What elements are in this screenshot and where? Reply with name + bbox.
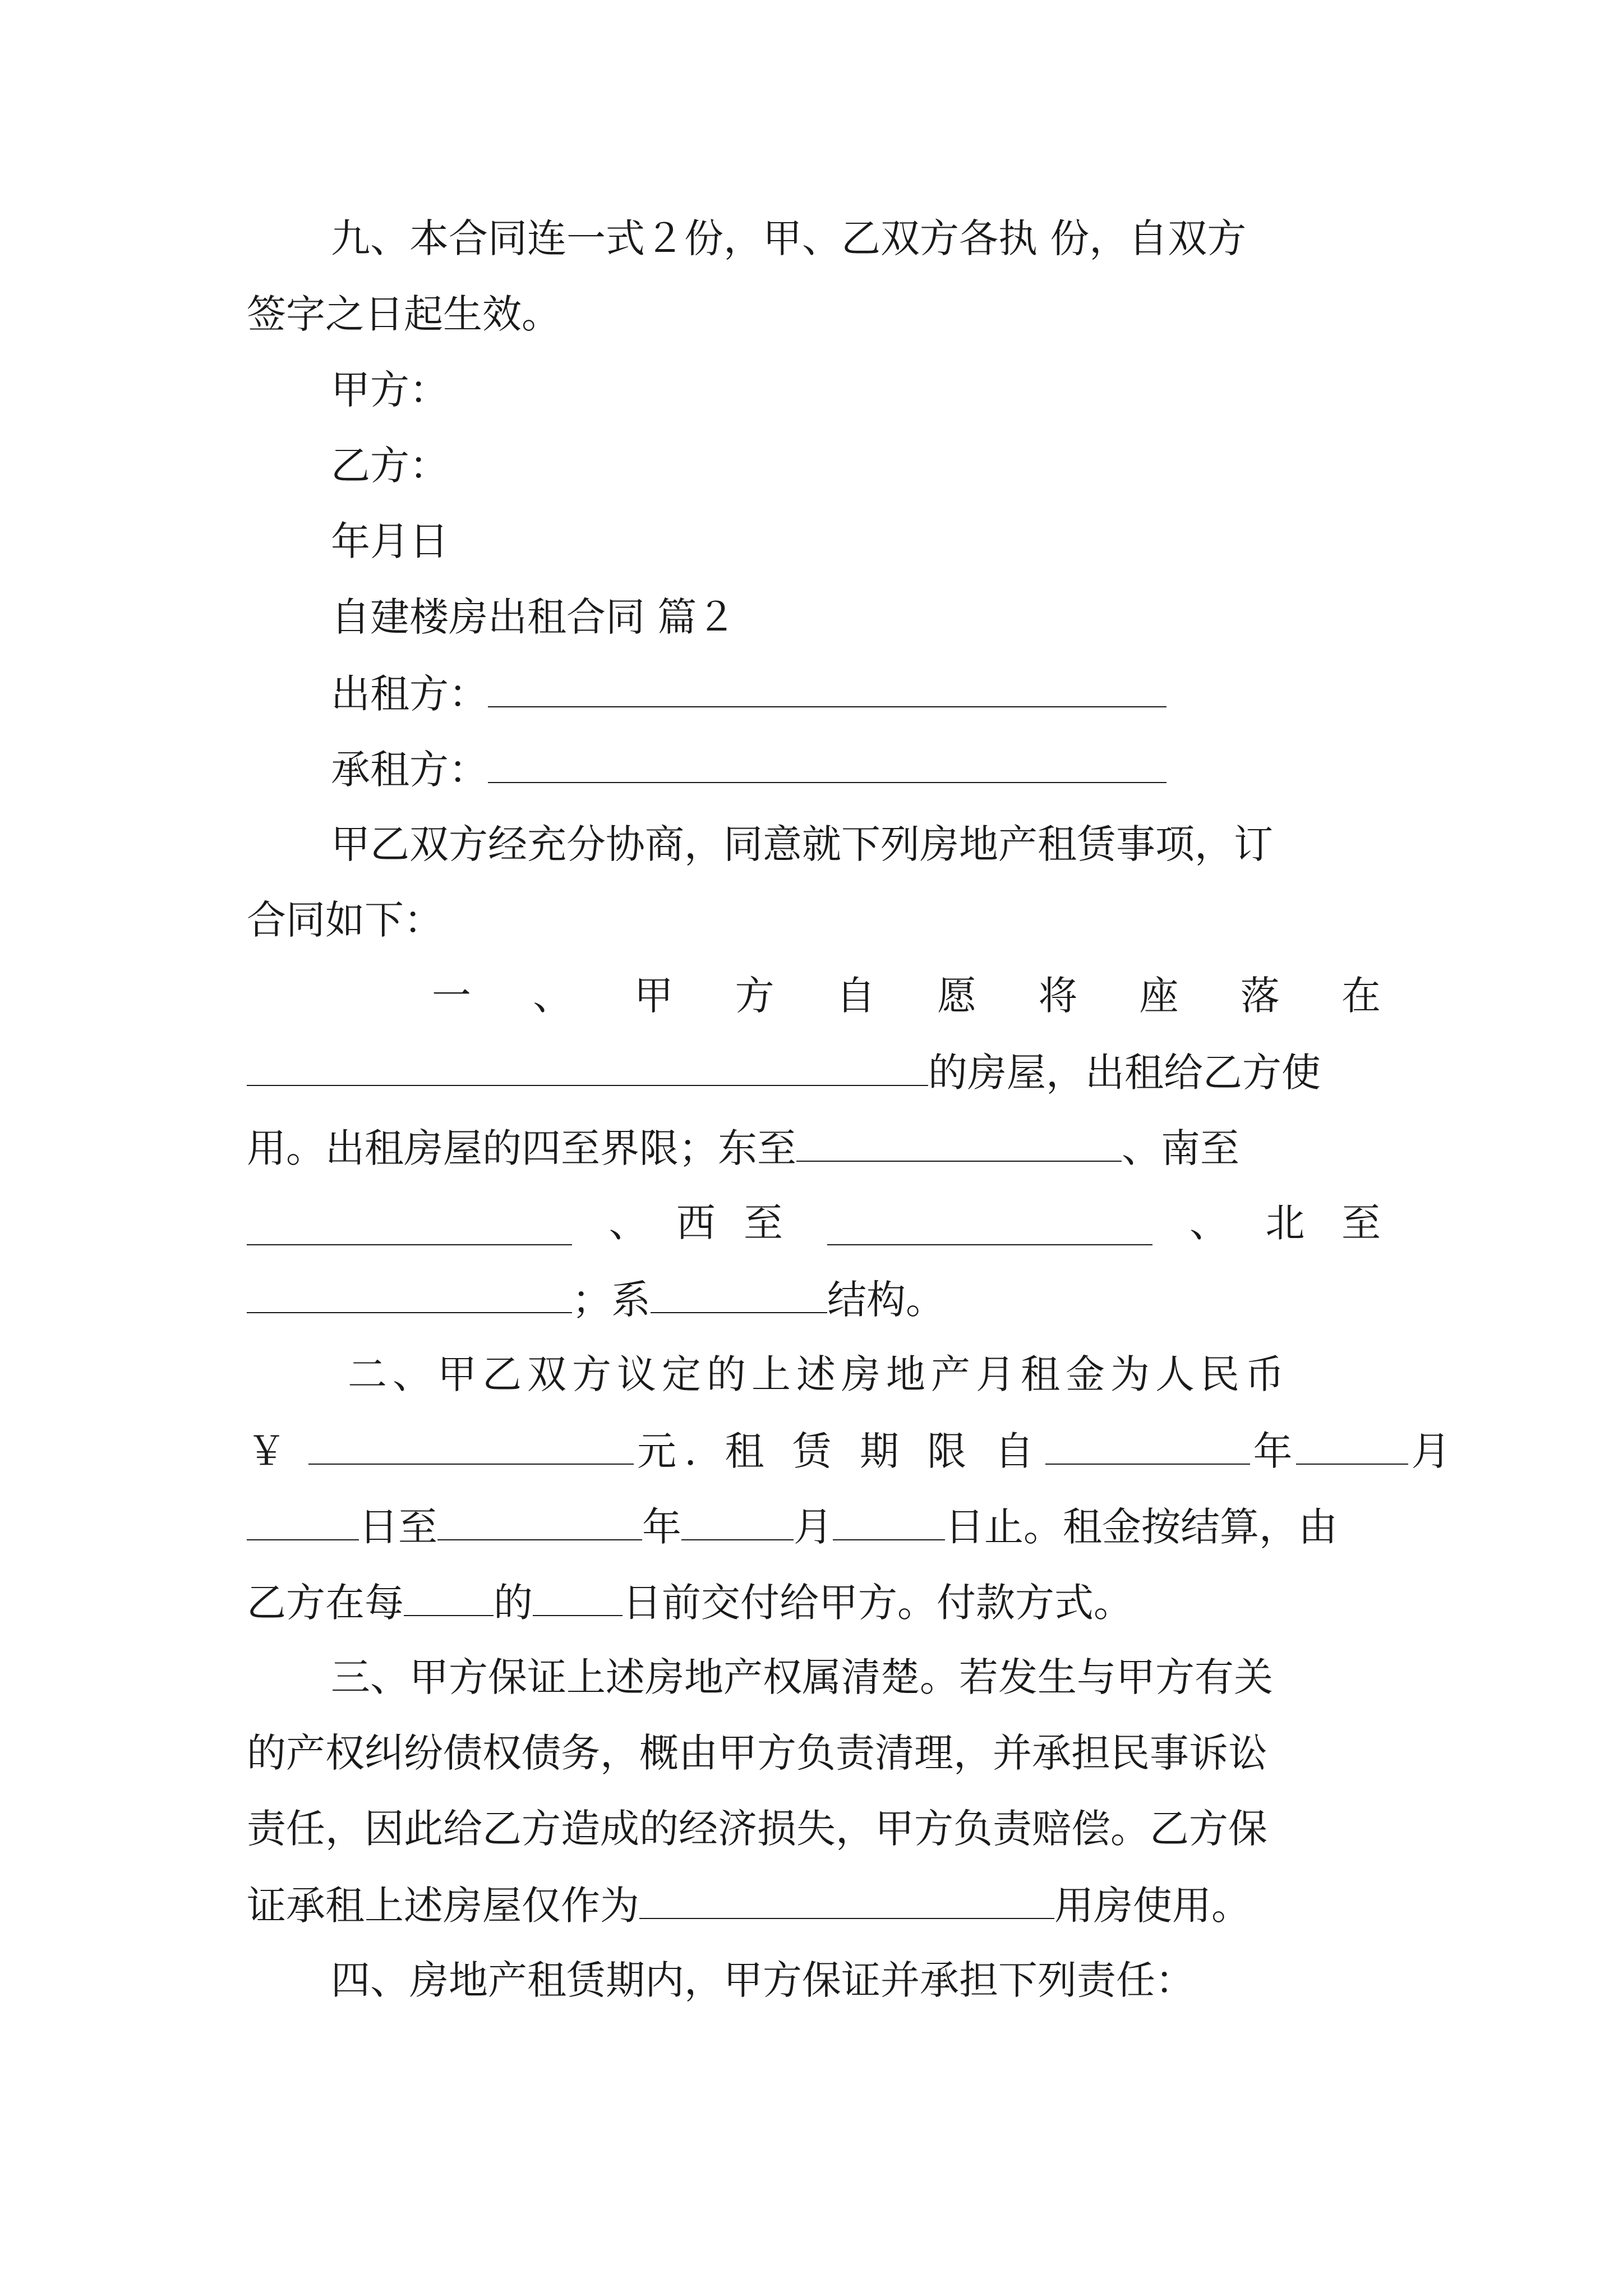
west-blank	[827, 1208, 1152, 1245]
clause3-line4	[247, 1882, 1251, 1928]
clause2-line3	[247, 1503, 1338, 1549]
party-a-label: 甲方：	[331, 367, 449, 413]
start-year-blank	[1045, 1428, 1250, 1465]
section-title: 自建楼房出租合同 篇２	[331, 594, 736, 640]
start-day-blank	[247, 1503, 359, 1540]
day-to-label: 日至	[359, 1504, 437, 1550]
clause9-line2: 签字之日起生效。	[247, 291, 561, 337]
lessee-line	[331, 746, 1166, 792]
clause2-line2	[247, 1428, 1451, 1474]
clause1-l2-tail: 的房屋，出租给乙方使	[928, 1050, 1321, 1096]
structure-blank	[651, 1276, 827, 1313]
clause2-line3-tail: 日止。租金按结算，由	[945, 1504, 1338, 1550]
clause3-line2: 的产权纠纷债权债务，概由甲方负责清理，并承担民事诉讼	[247, 1730, 1267, 1776]
clause1-word: 座	[1139, 973, 1179, 1019]
clause1-l3-head: 用。出租房屋的四至界限；东至	[247, 1125, 796, 1171]
clause2-l4-c: 日前交付给甲方。付款方式。	[623, 1580, 1133, 1626]
clause2-line1: 二、甲乙双方议定的上述房地产月租金为人民币	[348, 1351, 1290, 1397]
lessor-label: 出租方：	[331, 671, 488, 717]
lessee-blank	[488, 746, 1166, 783]
month2-label: 月	[794, 1504, 833, 1550]
clause4-line1: 四、房地产租赁期内，甲方保证并承担下列责任：	[331, 1957, 1195, 2003]
end-month-blank	[681, 1503, 794, 1540]
south-blank	[247, 1208, 572, 1245]
clause1-l5-mid: ；系	[572, 1277, 651, 1323]
clause1-word: 一	[432, 973, 471, 1019]
clause1-line5	[247, 1276, 945, 1322]
clause1-word: 方	[735, 973, 774, 1019]
clause3-line3: 责任，因此给乙方造成的经济损失，甲方负责赔偿。乙方保	[247, 1806, 1267, 1852]
north-sep: 、	[1189, 1200, 1229, 1246]
clause1-l3-tail: 、南至	[1122, 1125, 1239, 1171]
clause3-l4-b: 用房使用。	[1054, 1883, 1251, 1929]
yuan-label: 元. 租 赁 期 限 自	[637, 1428, 1042, 1474]
intro-line1: 甲乙双方经充分协商，同意就下列房地产租赁事项，订	[331, 821, 1273, 867]
east-blank	[796, 1125, 1122, 1162]
clause3-line1: 三、甲方保证上述房地产权属清楚。若发生与甲方有关	[331, 1654, 1273, 1700]
clause2-line4	[247, 1579, 1133, 1625]
clause1-word: 自	[836, 973, 875, 1019]
clause1-l5-tail: 结构。	[827, 1277, 945, 1323]
end-year-blank	[437, 1503, 642, 1540]
month-label: 月	[1411, 1428, 1451, 1474]
year-label: 年	[1253, 1428, 1293, 1474]
clause1-word: 在	[1341, 973, 1381, 1019]
due-day-blank	[533, 1579, 623, 1616]
lessor-line	[331, 670, 1166, 716]
party-b-label: 乙方：	[331, 443, 449, 489]
north-blank	[247, 1276, 572, 1313]
north-char2: 至	[1341, 1200, 1381, 1246]
west-label: 、 西 至	[608, 1200, 791, 1246]
clause1-line4	[247, 1200, 1381, 1245]
clause1-line1	[432, 973, 1381, 1018]
clause1-word: 将	[1038, 973, 1078, 1019]
clause1-line3	[247, 1125, 1239, 1171]
clause3-l4-a: 证承租上述房屋仅作为	[247, 1883, 639, 1929]
clause1-word: 愿	[937, 973, 977, 1019]
date-line: 年月日	[331, 518, 449, 564]
yen-sign: ￥	[247, 1428, 286, 1474]
intro-line2: 合同如下：	[247, 897, 443, 943]
lessee-label: 承租方：	[331, 747, 488, 793]
clause1-word: 、	[533, 973, 573, 1019]
north-char1: 北	[1265, 1200, 1305, 1246]
period-blank	[404, 1579, 494, 1616]
clause2-l4-a: 乙方在每	[247, 1580, 404, 1626]
end-day-blank	[833, 1503, 945, 1540]
lessor-blank	[488, 670, 1166, 707]
clause1-word: 落	[1240, 973, 1280, 1019]
rent-blank	[308, 1428, 634, 1465]
clause1-line2	[247, 1049, 1321, 1095]
clause9-line1: 九、本合同连一式２份，甲、乙双方各执 份，自双方	[331, 215, 1247, 261]
location-blank	[247, 1049, 928, 1086]
start-month-blank	[1296, 1428, 1408, 1465]
year2-label: 年	[642, 1504, 681, 1550]
clause2-l4-b: 的	[494, 1580, 533, 1626]
usage-blank	[639, 1882, 1054, 1919]
clause1-word: 甲	[634, 973, 674, 1019]
